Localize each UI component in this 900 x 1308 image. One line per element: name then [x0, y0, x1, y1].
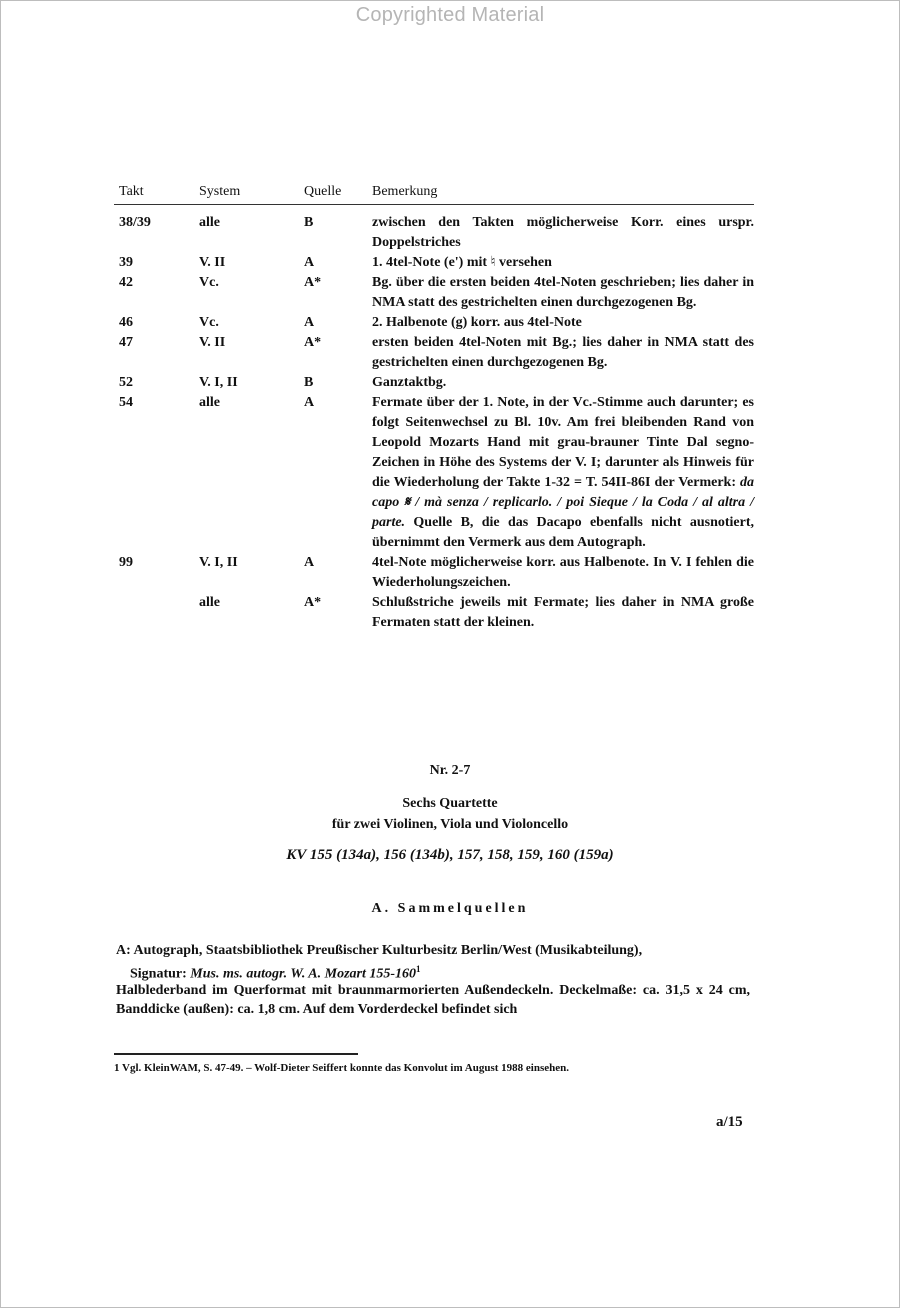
table-row: alle A* Schlußstriche jeweils mit Fermate; lies daher in NMA große Fermaten statt der kleinen.: [199, 595, 754, 630]
critical-report-table: [114, 182, 754, 633]
table-row: 47 V. II A* ersten beiden 4tel-Noten mit Bg.; lies daher in NMA statt des gestrichelten einen durchgezogenen Bg.: [119, 335, 754, 370]
section-title: Sechs Quartette: [402, 796, 498, 811]
section-heading: A. Sammelquellen: [371, 901, 529, 916]
header-system: System: [199, 184, 241, 199]
table-row: 38/39 alle B zwischen den Takten möglicherweise Korr. eines urspr. Doppelstriches: [119, 215, 754, 250]
table-row: 54 alle A Fermate über der 1. Note, in der Vc.-Stimme auch darunter; es folgt Seitenwechsel zu Bl. 10v. Am frei bleibenden Rand von Leopold Mozarts Hand mit grau-brauner Tinte Dal segno-Zeichen in Höhe des Systems der V. I; darunter als Hinweis für die Wiederholung der Takte 1-32 = T. 54II-86I der Vermerk: da capo 𝄋 / mà senza / replicarlo. / poi Sieque / la Coda / al altra / parte. Quelle B, die das Dacapo ebenfalls nicht ausnotiert, übernimmt den Vermerk aus dem Autograph.: [114, 393, 754, 553]
page-number: a/15: [716, 1114, 743, 1130]
section-subtitle: für zwei Violinen, Viola und Violoncello: [331, 817, 569, 832]
table-row: 52 V. I, II B Ganztaktbg.: [119, 375, 447, 390]
watermark: Copyrighted Material: [355, 4, 545, 26]
header-quelle: Quelle: [304, 184, 342, 199]
header-takt: Takt: [119, 184, 144, 199]
source-a-description: Halblederband im Querformat mit braunmarmorierten Außendeckeln. Deckelmaße: ca. 31,5 x 24 cm, Banddicke (außen): ca. 1,8 cm. Auf dem Vorderdeckel befindet sich: [116, 983, 750, 1017]
table-row: 46 Vc. A 2. Halbenote (g) korr. aus 4tel-Note: [119, 315, 582, 330]
table-row: 99 V. I, II A 4tel-Note möglicherweise korr. aus Halbenote. In V. I fehlen die Wiederholungszeichen.: [119, 555, 754, 590]
remark-with-vermerk: Fermate über der 1. Note, in der Vc.-Stimme auch darunter; es folgt Seitenwechsel zu Bl. 10v. Am frei bleibenden Rand von Leopold Mozarts Hand mit grau-brauner Tinte Dal segno-Zeichen in Höhe des Systems der V. I; darunter als Hinweis für die Wiederholung der Takte 1-32 = T. 54II-86I der Vermerk: da capo 𝄋 / mà senza / replicarlo. / poi Sieque / la Coda / al altra / parte. Quelle B, die das Dacapo ebenfalls nicht ausnotiert, übernimmt den Vermerk aus dem Autograph.: [372, 395, 754, 550]
header-bemerkung: Bemerkung: [372, 184, 438, 199]
source-a-line1: A: Autograph, Staatsbibliothek Preußischer Kulturbesitz Berlin/West (Musikabteilung),: [116, 943, 643, 958]
table-header: [114, 182, 754, 204]
section-number: Nr. 2-7: [429, 763, 471, 778]
header-rule: [114, 204, 754, 205]
table-row: 42 Vc. A* Bg. über die ersten beiden 4tel-Noten geschrieben; lies daher in NMA statt des gestrichelten einen durchgezogenen Bg.: [119, 275, 754, 310]
source-a-signature: Signatur: Mus. ms. autogr. W. A. Mozart $155-160^1$: [130, 964, 421, 982]
kv-numbers: KV 155 (134a), 156 (134b), 157, 158, 159, 160 (159a): [286, 847, 614, 863]
table-row: 39 V. II A 1. 4tel-Note (e') mit ♮ versehen: [119, 255, 552, 270]
vermerk-text: da capo 𝄋 / mà senza / replicarlo. / poi Sieque / la Coda / al altra / parte.: [372, 475, 754, 530]
footnote: 1 Vgl. KleinWAM, S. 47-49. – Wolf-Dieter Seiffert konnte das Konvolut im August 1988 einsehen.: [114, 1062, 569, 1074]
footnote-rule: [114, 1053, 358, 1055]
